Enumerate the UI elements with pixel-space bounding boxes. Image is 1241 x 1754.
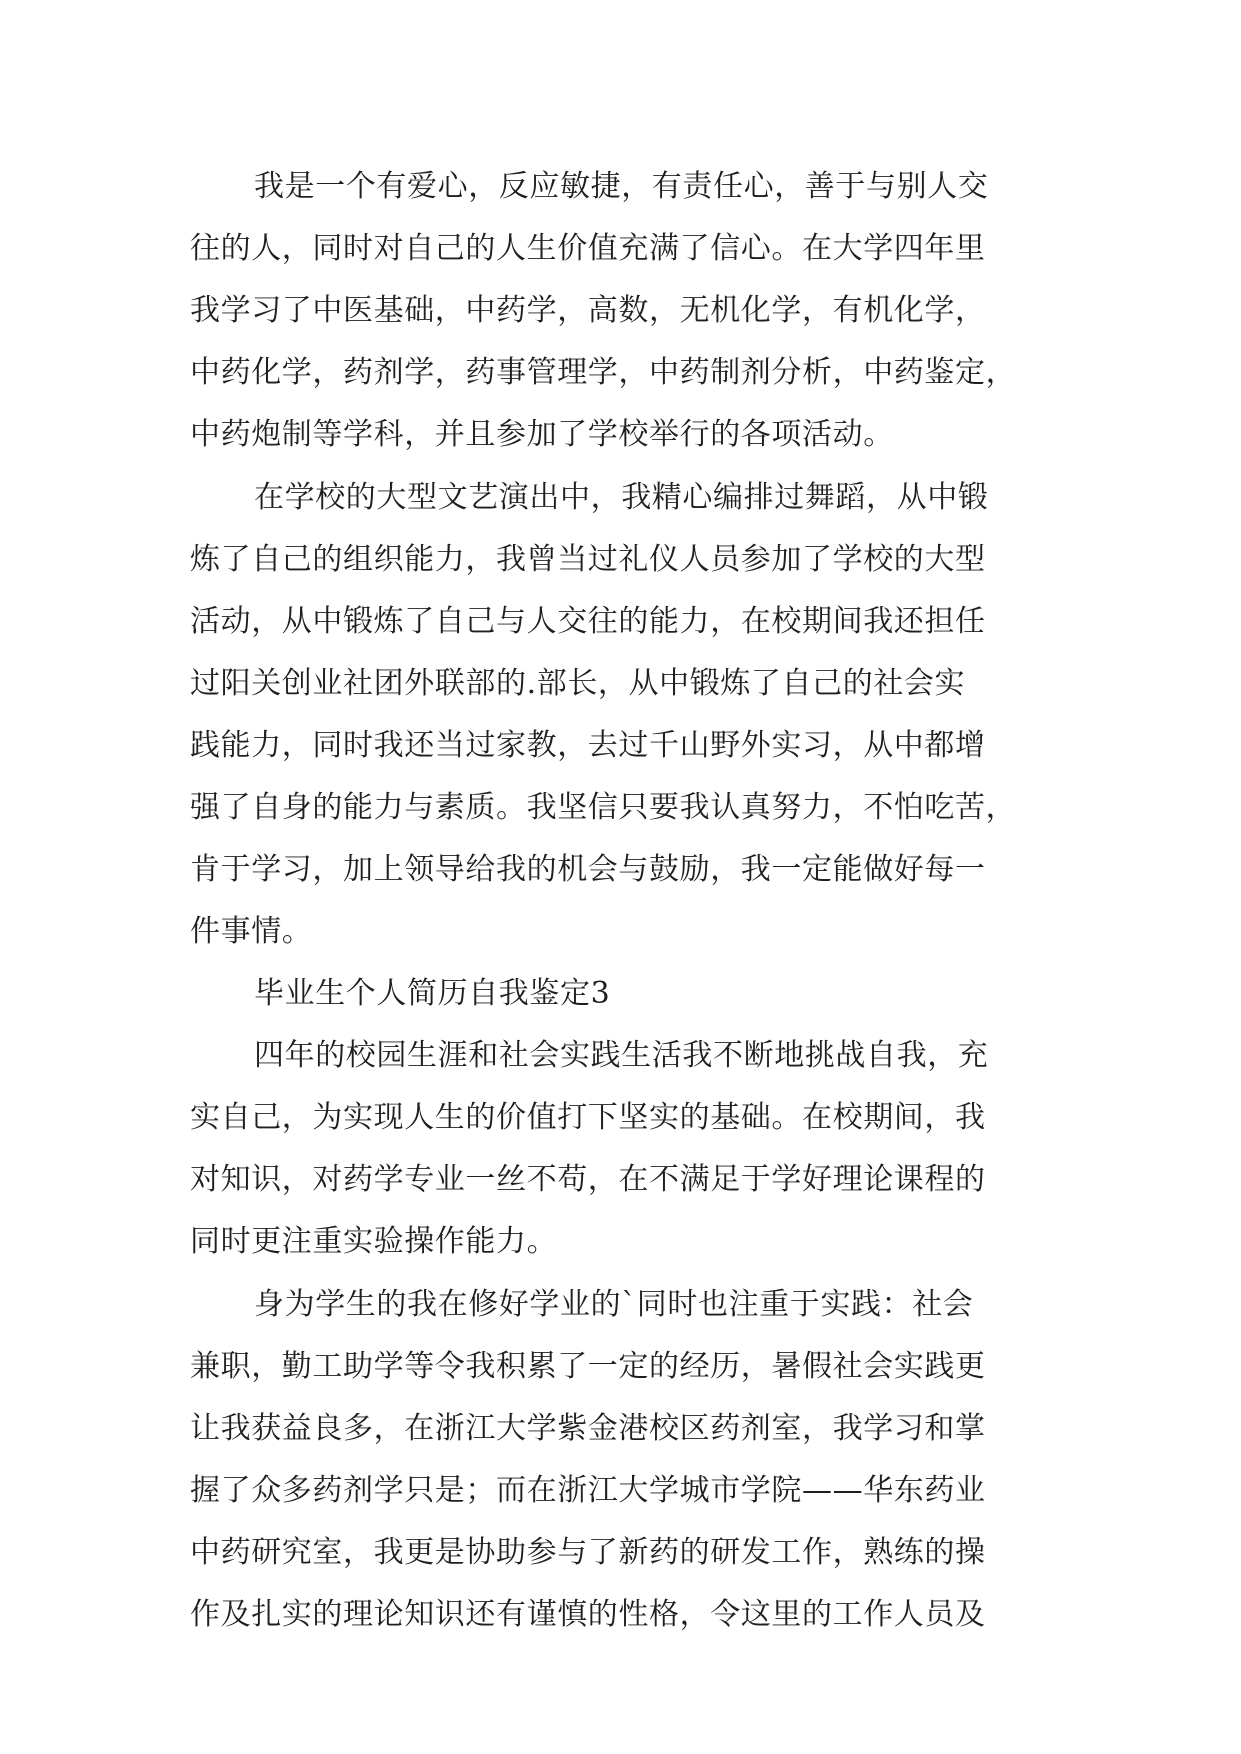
- text-line: 件事情。: [190, 914, 313, 949]
- text-line: 在学校的大型文艺演出中，我精心编排过舞蹈，从中锻: [254, 480, 989, 515]
- text-line: 我学习了中医基础，中药学，高数，无机化学，有机化学，: [190, 293, 986, 328]
- text-line: 践能力，同时我还当过家教，去过千山野外实习，从中都增: [190, 728, 986, 763]
- text-line: 让我获益良多，在浙江大学紫金港校区药剂室，我学习和掌: [190, 1411, 986, 1446]
- text-line: 过阳关创业社团外联部的.部长，从中锻炼了自己的社会实: [190, 666, 966, 701]
- text-line: 四年的校园生涯和社会实践生活我不断地挑战自我，充: [254, 1038, 989, 1073]
- text-line: 活动，从中锻炼了自己与人交往的能力，在校期间我还担任: [190, 604, 986, 639]
- text-line: 兼职，勤工助学等令我积累了一定的经历，暑假社会实践更: [190, 1349, 986, 1384]
- text-line: 实自己，为实现人生的价值打下坚实的基础。在校期间，我: [190, 1100, 986, 1135]
- text-line: 中药炮制等学科，并且参加了学校举行的各项活动。: [190, 417, 894, 452]
- text-line: 强了自身的能力与素质。我坚信只要我认真努力，不怕吃苦，: [190, 790, 1017, 825]
- text-line: 中药研究室，我更是协助参与了新药的研发工作，熟练的操: [190, 1535, 986, 1570]
- text-line: 肯于学习，加上领导给我的机会与鼓励，我一定能做好每一: [190, 852, 986, 887]
- text-line: 握了众多药剂学只是；而在浙江大学城市学院——华东药业: [190, 1473, 986, 1508]
- text-line: 作及扎实的理论知识还有谨慎的性格，令这里的工作人员及: [190, 1597, 986, 1632]
- text-line: 炼了自己的组织能力，我曾当过礼仪人员参加了学校的大型: [190, 542, 986, 577]
- text-line: 我是一个有爱心，反应敏捷，有责任心，善于与别人交: [254, 169, 989, 204]
- text-line: 中药化学，药剂学，药事管理学，中药制剂分析，中药鉴定，: [190, 355, 1017, 390]
- text-line: 对知识，对药学专业一丝不苟，在不满足于学好理论课程的: [190, 1162, 986, 1197]
- section-heading: 毕业生个人简历自我鉴定3: [254, 976, 611, 1011]
- text-line: 往的人，同时对自己的人生价值充满了信心。在大学四年里: [190, 231, 986, 266]
- text-line: 身为学生的我在修好学业的`同时也注重于实践：社会: [254, 1287, 974, 1322]
- text-line: 同时更注重实验操作能力。: [190, 1224, 558, 1259]
